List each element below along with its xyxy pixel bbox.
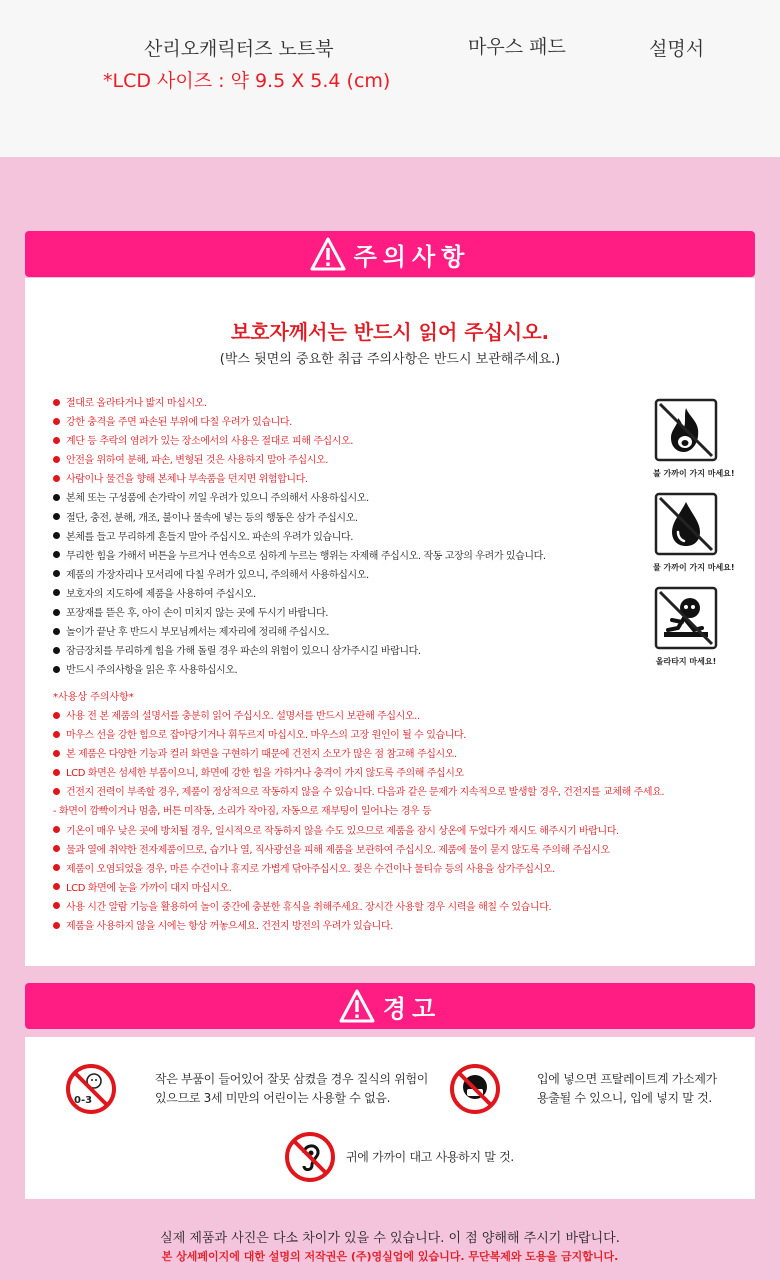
caution-item-text: 반드시 주의사항을 읽은 후 사용하십시오. [66,665,238,677]
no-ear-icon [284,1131,336,1183]
usage-caution-item [53,841,664,860]
caution-item-text: 놀이가 끝난 후 반드시 부모님께서는 제자리에 정리해 주십시오. [66,627,329,639]
ear-warning-text: 귀에 가까이 대고 사용하지 말 것. [346,1149,514,1164]
no-under-3-icon [65,1063,117,1115]
choking-warning [65,1063,428,1115]
guardian-notice: 보호자께서는 반드시 읽어 주십시오. [230,320,550,344]
caution-item [53,566,546,585]
bullet-dot-icon [53,826,60,833]
bullet-dot-icon [53,570,60,577]
caution-item-text: 잠금장치를 무리하게 힘을 가해 돌릴 경우 파손의 위험이 있으니 삼가주시길 바랍니다. [66,646,421,658]
bullet-dot-icon [53,712,60,719]
usage-caution-text: 본 제품은 다양한 기능과 컬러 화면을 구현하기 때문에 건전지 소모가 많은 점 참고해 주십시오. [66,749,457,761]
usage-caution-text: LCD 화면에 눈을 가까이 대지 마십시오. [66,882,232,894]
usage-caution-item [53,707,664,726]
no-climb-icon [654,586,718,650]
product-name: 산리오캐릭터즈 노트북 [144,38,334,60]
usage-caution-text: 물과 열에 취약한 전자제품이므로, 습기나 열, 직사광선을 피해 제품을 보관하여 주십시오. 제품에 물이 묻지 않도록 주의해 주십시오 [66,844,610,856]
no-water-box [653,492,735,573]
bullet-dot-icon [53,902,60,909]
bullet-dot-icon [53,589,60,596]
usage-caution-list [53,707,664,936]
caution-item [53,509,546,528]
caution-item-text: 제품의 가장자리나 모서리에 다칠 우려가 있으니, 주의해서 사용하십시오. [66,569,369,581]
usage-caution-item [53,898,664,917]
caution-panel [25,278,755,966]
usage-caution-text: 마우스 선을 강한 힘으로 잡아당기거나 휘두르지 마십시오. 마우스의 고장 원인이 될 수 있습니다. [66,730,467,742]
warning-triangle-icon [310,237,346,271]
usage-caution-text: 건전지 전력이 부족할 경우, 제품이 정상적으로 작동하지 않을 수 있습니다. 다음과 같은 문제가 지속적으로 발생할 경우, 건전지를 교체해 주세요. [66,787,665,799]
no-fire-caption: 불 가까이 가지 마세요! [653,469,735,478]
choking-warning-text: 작은 부품이 들어있어 잘못 삼켰을 경우 질식의 위험이 있으므로 3세 미만의 어린이는 사용할 수 없음. [155,1072,429,1105]
caution-item [53,604,546,623]
no-fire-box [653,398,735,479]
no-climb-box [653,586,719,667]
bullet-dot-icon [53,437,60,444]
usage-caution-item [53,822,664,841]
usage-caution-text: 사용 시간 알람 기능을 활용하여 놀이 중간에 충분한 휴식을 취해주세요. 장시간 사용할 경우 시력을 해칠 수 있습니다. [66,901,552,913]
usage-caution-title: *사용상 주의사항* [53,692,134,703]
caution-item [53,394,546,413]
caution-item [53,661,546,680]
no-climb-caption: 올라타지 마세요! [655,657,717,666]
warning-triangle-icon [339,989,375,1023]
caution-item-text: 강한 충격을 주면 파손된 부위에 다칠 우려가 있습니다. [66,417,292,429]
bullet-dot-icon [53,399,60,406]
copyright-notice: 본 상세페이지에 대한 설명의 저작권은 (주)영실업에 있습니다. 무단복제와 도용을 금지합니다. [161,1250,619,1263]
no-water-caption: 물 가까이 가지 마세요! [653,563,735,572]
usage-caution-text: 제품을 사용하지 않을 시에는 항상 꺼놓으세요. 건전지 방전의 우려가 있습니다. [66,921,393,933]
bullet-dot-icon [53,647,60,654]
caution-item-text: 사람이나 물건을 향해 본체나 부속품을 던지면 위험합니다. [66,474,308,486]
caution-item-text: 안전을 위하여 분해, 파손, 변형된 것은 사용하지 말아 주십시오. [66,455,329,467]
usage-caution-text: 기온이 매우 낮은 곳에 방치될 경우, 일시적으로 작동하지 않을 수도 있으므로 제품을 잠시 상온에 두었다가 재시도 해주시기 바랍니다. [66,825,619,837]
usage-caution-item [53,783,664,802]
usage-caution-item [53,745,664,764]
bullet-dot-icon [53,609,60,616]
caution-item [53,528,546,547]
usage-caution-text: 사용 전 본 제품의 설명서를 충분히 읽어 주십시오. 설명서를 반드시 보관해 주십시오.. [66,711,420,722]
manual-label: 설명서 [649,38,705,60]
mouse-pad-label: 마우스 패드 [468,36,566,58]
caution-item-text: 포장재를 뜯은 후, 아이 손이 미치지 않는 곳에 두시기 바랍니다. [66,608,329,620]
bullet-dot-icon [53,922,60,929]
caution-item-text: 본체를 들고 무리하게 흔들지 말아 주십시오. 파손의 우려가 있습니다. [66,531,354,543]
warning-banner [25,983,755,1029]
usage-caution-item [53,802,664,821]
warning-panel [25,1037,755,1199]
bullet-dot-icon [53,769,60,776]
usage-caution-item [53,764,664,783]
bullet-dot-icon [53,628,60,635]
bullet-dot-icon [53,418,60,425]
warning-title: 경고 [382,994,442,1023]
caution-item-text: 보호자의 지도하에 제품을 사용하여 주십시오. [66,588,256,600]
caution-title: 주의사항 [353,242,471,271]
usage-caution-item [53,726,664,745]
caution-item-text: 계단 등 추락의 염려가 있는 장소에서의 사용은 절대로 피해 주십시오. [66,436,354,448]
bullet-dot-icon [53,456,60,463]
caution-item [53,642,546,661]
caution-item [53,585,546,604]
usage-caution-item [53,860,664,879]
bullet-dot-icon [53,666,60,673]
caution-item [53,432,546,451]
caution-item [53,470,546,489]
usage-caution-item [53,879,664,898]
usage-caution-text: 제품이 오염되었을 경우, 마른 수건이나 휴지로 가볍게 닦아주십시오. 젖은 수건이나 물티슈 등의 사용을 삼가주십시오. [66,863,555,875]
caution-item-text: 무리한 힘을 가해서 버튼을 누르거나 연속으로 심하게 누르는 행위는 자제해 주십시오. 작동 고장의 우려가 있습니다. [66,550,546,562]
caution-item [53,623,546,642]
age-badge: 0-3 [74,1095,93,1106]
phthalate-warning [449,1063,717,1115]
bullet-dot-icon [53,883,60,890]
lcd-size: *LCD 사이즈 : 약 9.5 X 5.4 (cm) [103,70,391,92]
caution-item-text: 절단, 충전, 분해, 개조, 불이나 물속에 넣는 등의 행동은 삼가 주십시오. [66,512,358,524]
usage-caution-item [53,917,664,936]
bullet-dot-icon [53,532,60,539]
bullet-dot-icon [53,475,60,482]
caution-item-text: 절대로 올라타거나 밟지 마십시오. [66,398,207,409]
no-fire-icon [654,398,718,462]
caution-item [53,413,546,432]
caution-item [53,489,546,508]
disclaimer: 실제 제품과 사진은 다소 차이가 있을 수 있습니다. 이 점 양해해 주시기 바랍니다. [160,1231,620,1246]
ear-warning [284,1131,514,1183]
caution-item [53,451,546,470]
caution-item [53,547,546,566]
caution-item-text: 본체 또는 구성품에 손가락이 끼일 우려가 있으니 주의해서 사용하십시오. [66,493,369,505]
caution-list [53,394,546,680]
no-water-icon [654,492,718,556]
bullet-dot-icon [53,551,60,558]
usage-caution-text: - 화면이 깜빡이거나 멈춤, 버튼 미작동, 소리가 작아짐, 자동으로 재부팅이 일어나는 경우 등 [53,806,432,818]
keep-notice: (박스 뒷면의 중요한 취급 주의사항은 반드시 보관해주세요.) [219,352,561,367]
bullet-dot-icon [53,731,60,738]
usage-caution-text: LCD 화면은 섬세한 부품이으니, 화면에 강한 힘을 가하거나 충격이 가지 않도록 주의해 주십시오 [66,768,464,780]
bullet-dot-icon [53,494,60,501]
product-header [0,0,780,157]
bullet-dot-icon [53,513,60,520]
phthalate-warning-text: 입에 넣으면 프탈레이트계 가소제가 용출될 수 있으니, 입에 넣지 말 것. [537,1072,717,1105]
bullet-dot-icon [53,864,60,871]
no-mouth-icon [449,1063,501,1115]
bullet-dot-icon [53,845,60,852]
bullet-dot-icon [53,750,60,757]
bullet-dot-icon [53,788,60,795]
caution-banner [25,231,755,277]
